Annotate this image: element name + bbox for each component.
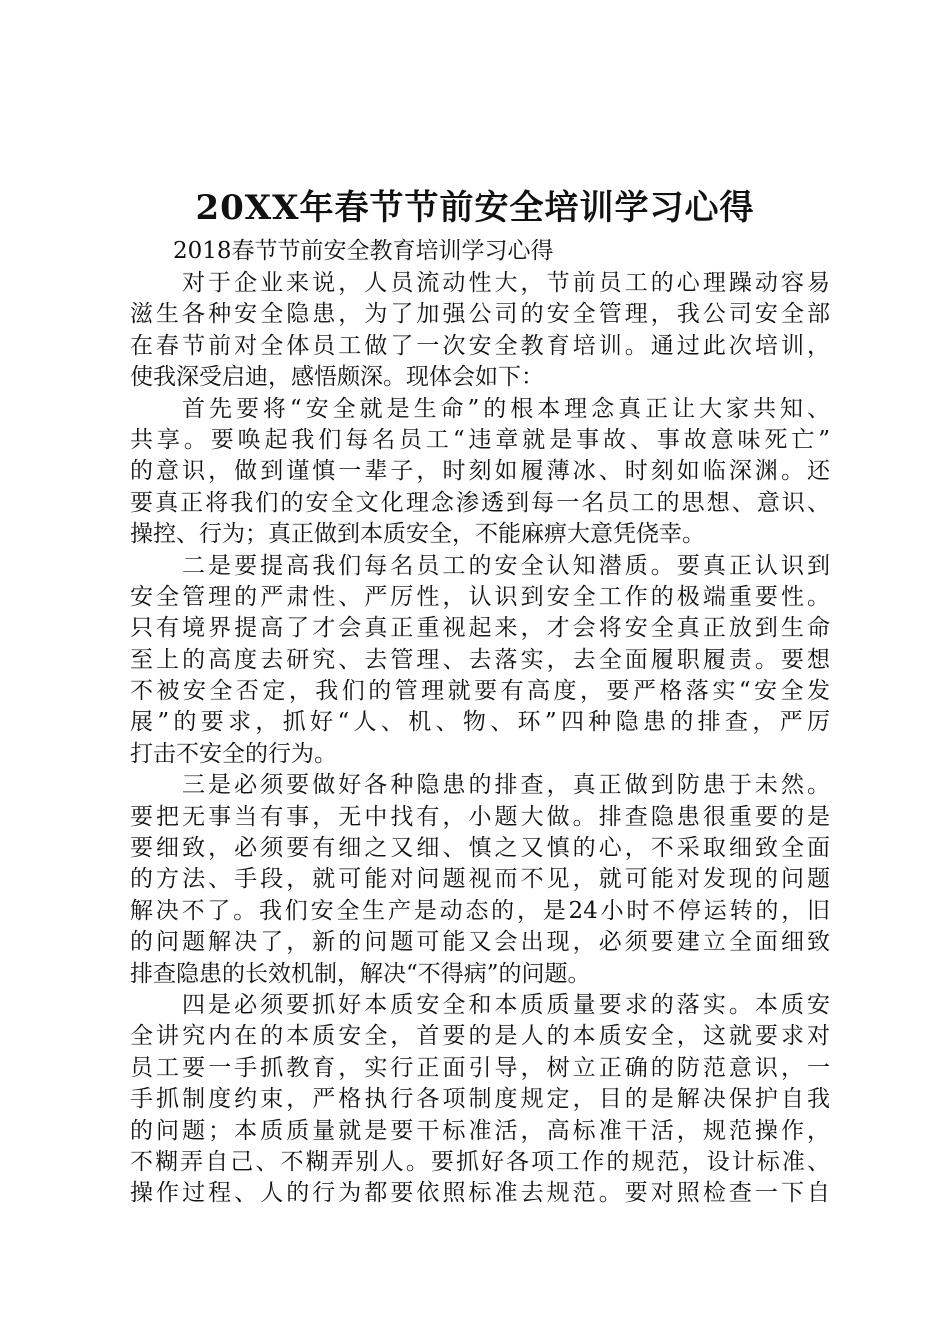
body-text-line: 手抓制度约束，严格执行各项制度规定，目的是解决保护自我 bbox=[130, 1086, 830, 1113]
body-text-line: 使我深受启迪，感悟颇深。现体会如下： bbox=[130, 364, 544, 391]
body-text-line: 要细致，必须要有细之又细、慎之又慎的心，不采取细致全面 bbox=[130, 835, 830, 862]
body-text-line: 全讲究内在的本质安全，首要的是人的本质安全，这就要求对 bbox=[130, 1023, 830, 1050]
body-text-line: 要把无事当有事，无中找有，小题大做。排查隐患很重要的是 bbox=[130, 803, 830, 830]
body-text-line: 滋生各种安全隐患，为了加强公司的安全管理，我公司安全部 bbox=[130, 301, 830, 328]
body-text-line: 三是必须要做好各种隐患的排查，真正做到防患于未然。 bbox=[182, 772, 830, 799]
body-text-line: 操控、行为；真正做到本质安全，不能麻痹大意凭侥幸。 bbox=[130, 521, 705, 548]
body-text-line: 共享。要唤起我们每名员工“违章就是事故、事故意味死亡” bbox=[130, 426, 830, 453]
document-subtitle: 2018春节节前安全教育培训学习心得 bbox=[173, 238, 554, 264]
body-text-line: 解决不了。我们安全生产是动态的，是24小时不停运转的，旧 bbox=[130, 897, 830, 924]
body-text-line: 安全管理的严肃性、严厉性，认识到安全工作的极端重要性。 bbox=[130, 583, 830, 610]
body-text-line: 不糊弄自己、不糊弄别人。要抓好各项工作的规范，设计标准、 bbox=[130, 1148, 830, 1175]
body-text-line: 不被安全否定，我们的管理就要有高度，要严格落实“安全发 bbox=[130, 678, 830, 705]
document-title: 20XX年春节节前安全培训学习心得 bbox=[195, 188, 755, 228]
body-text-line: 对于企业来说，人员流动性大，节前员工的心理躁动容易 bbox=[182, 270, 830, 296]
body-text-line: 只有境界提高了才会真正重视起来，才会将安全真正放到生命 bbox=[130, 615, 830, 642]
body-text-line: 四是必须要抓好本质安全和本质质量要求的落实。本质安 bbox=[182, 991, 830, 1018]
body-text-line: 的问题解决了，新的问题可能又会出现，必须要建立全面细致 bbox=[130, 929, 830, 956]
body-text-line: 操作过程、人的行为都要依照标准去规范。要对照检查一下自 bbox=[130, 1180, 830, 1207]
document-body bbox=[130, 268, 830, 1210]
body-text-line: 排查隐患的长效机制，解决“不得病”的问题。 bbox=[130, 960, 591, 987]
body-text-line: 二是要提高我们每名员工的安全认知潜质。要真正认识到 bbox=[182, 552, 830, 579]
body-text-line: 打击不安全的行为。 bbox=[130, 740, 337, 767]
body-text-line: 在春节前对全体员工做了一次安全教育培训。通过此次培训， bbox=[130, 332, 830, 359]
body-text-line: 员工要一手抓教育，实行正面引导，树立正确的防范意识，一 bbox=[130, 1054, 830, 1081]
body-text-line: 要真正将我们的安全文化理念渗透到每一名员工的思想、意识、 bbox=[130, 489, 830, 516]
body-text-line: 至上的高度去研究、去管理、去落实，去全面履职履责。要想 bbox=[130, 646, 830, 673]
body-text-line: 展”的要求，抓好“人、机、物、环”四种隐患的排查，严厉 bbox=[130, 709, 830, 736]
body-text-line: 的意识，做到谨慎一辈子，时刻如履薄冰、时刻如临深渊。还 bbox=[130, 458, 830, 485]
body-text-line: 首先要将“安全就是生命”的根本理念真正让大家共知、 bbox=[182, 395, 830, 422]
body-text-line: 的问题；本质质量就是要干标准活，高标准干活，规范操作， bbox=[130, 1117, 830, 1144]
body-text-line: 的方法、手段，就可能对问题视而不见，就可能对发现的问题 bbox=[130, 866, 830, 893]
